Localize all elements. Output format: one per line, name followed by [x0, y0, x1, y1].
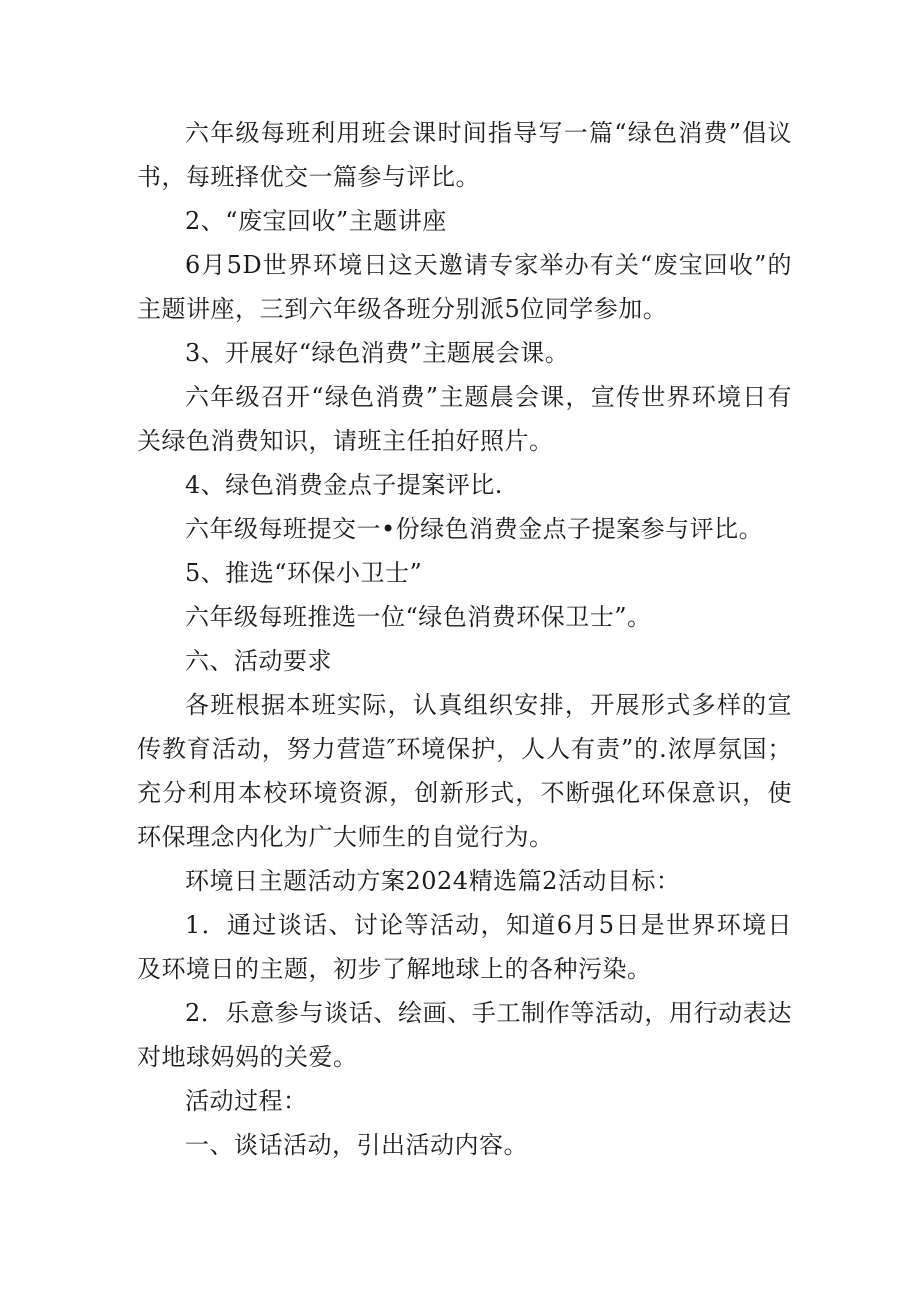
paragraph-activity-requirements: 各班根据本班实际，认真组织安排，开展形式多样的宣传教育活动，努力营造″环境保护，人人有责”的.浓厚氛国；充分利用本校环境资源，创新形式，不断强化环保意识，使环保理念内化为广大师生的自觉行为。 — [137, 691, 792, 851]
heading-activity-process: 活动过程： — [185, 1087, 308, 1115]
heading-environment-guard: 5、推选“环保小卫士” — [185, 559, 423, 587]
paragraph-proposal-writing: 六年级每班利用班会课时间指导写一篇“绿色消费”倡议书，每班择优交一篇参与评比。 — [137, 119, 792, 191]
heading-idea-proposal: 4、绿色消费金点子提案评比. — [185, 471, 503, 499]
paragraph-recycling-lecture: 6月5D世界环境日这天邀请专家举办有关“废宝回收”的主题讲座，三到六年级各班分别派5位同学参加。 — [137, 251, 792, 323]
paragraph-goal-1: 1．通过谈话、讨论等活动，知道6月5日是世界环境日及环境日的主题，初步了解地球上的各种污染。 — [137, 911, 792, 983]
heading-plan-2-goals: 环境日主题活动方案2024精选篇2活动目标： — [185, 867, 681, 895]
heading-talk-activity: 一、谈话活动，引出活动内容。 — [185, 1131, 528, 1159]
paragraph-morning-meeting: 六年级召开“绿色消费”主题晨会课，宣传世界环境日有关绿色消费知识，请班主任拍好照片。 — [137, 383, 792, 455]
heading-recycling-lecture: 2、“废宝回收”主题讲座 — [185, 207, 447, 235]
paragraph-idea-proposal: 六年级每班提交一•份绿色消费金点子提案参与评比。 — [185, 515, 764, 543]
paragraph-environment-guard: 六年级每班推选一位“绿色消费环保卫士”。 — [185, 603, 652, 631]
heading-green-consumption-class: 3、开展好“绿色消费”主题展会课。 — [185, 339, 570, 367]
heading-activity-requirements: 六、活动要求 — [185, 647, 332, 675]
document-body — [137, 111, 792, 1167]
paragraph-goal-2: 2．乐意参与谈话、绘画、手工制作等活动，用行动表达对地球妈妈的关爱。 — [137, 999, 792, 1071]
